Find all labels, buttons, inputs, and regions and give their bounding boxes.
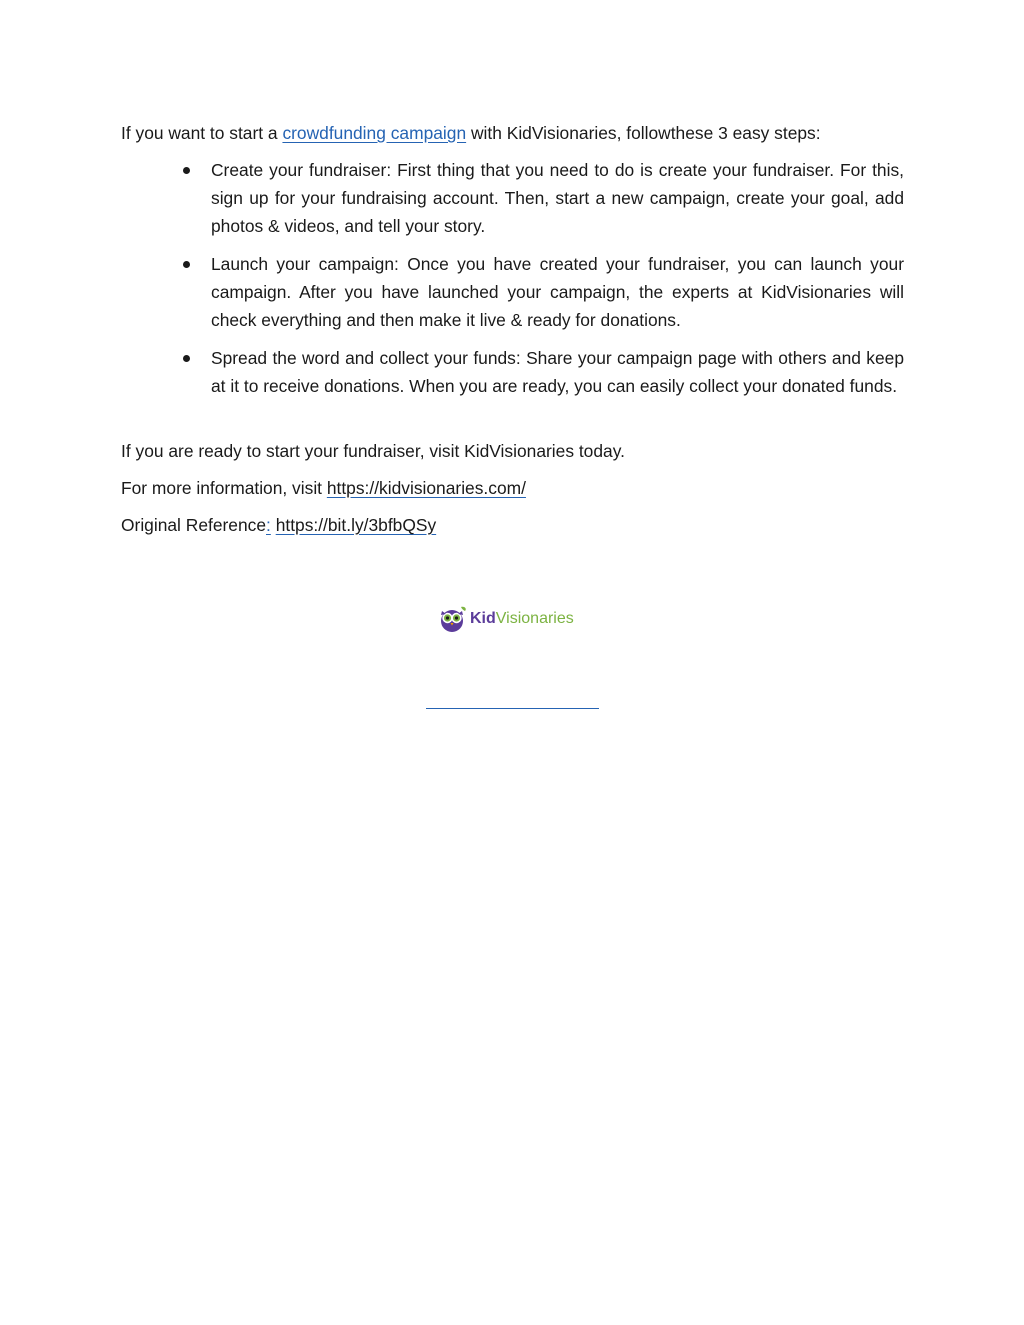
step-text: Launch your campaign: Once you have created your fundraiser, you can launch your campaign. After you have launched your campaign, the experts at KidVisionaries will check everything and then make it live & ready for donations.: [211, 254, 904, 330]
kidvisionaries-url-link[interactable]: https://kidvisionaries.com/: [326, 478, 526, 498]
intro-paragraph: [121, 119, 904, 147]
reference-paragraph: [121, 511, 904, 539]
list-item: [211, 344, 904, 400]
list-item: [211, 156, 904, 240]
reference-label: Original Reference: [121, 515, 266, 535]
more-info-paragraph: [121, 474, 904, 502]
ready-paragraph: If you are ready to start your fundraiser, visit KidVisionaries today.: [121, 441, 625, 461]
bullet-icon: [183, 167, 190, 174]
intro-text-after: with KidVisionaries, followthese 3 easy steps:: [466, 123, 821, 143]
reference-colon-link[interactable]: :: [266, 515, 271, 535]
crowdfunding-campaign-link[interactable]: crowdfunding campaign: [282, 123, 467, 143]
list-item: [211, 250, 904, 334]
step-text: Create your fundraiser: First thing that you need to do is create your fundraiser. For this, sign up for your fundraising account. Then, start a new campaign, create your goal, add photos & videos, and tell your story.: [211, 160, 904, 236]
logo-visionaries-text: Visionaries: [495, 610, 574, 627]
steps-list: [211, 156, 904, 410]
kidvisionaries-logo: [438, 603, 588, 635]
owl-icon: [438, 605, 468, 633]
step-text: Spread the word and collect your funds: Share your campaign page with others and keep at it to receive donations. When you are ready, you can easily collect your donated funds.: [211, 348, 904, 396]
link-underline-divider[interactable]: [426, 708, 599, 709]
intro-text-before: If you want to start a: [121, 123, 283, 143]
reference-url-link[interactable]: https://bit.ly/3bfbQSy: [275, 515, 437, 535]
bullet-icon: [183, 261, 190, 268]
logo-wordmark: [470, 609, 574, 629]
bullet-icon: [183, 355, 190, 362]
more-info-label: For more information, visit: [121, 478, 327, 498]
logo-kid-text: Kid: [470, 610, 496, 627]
